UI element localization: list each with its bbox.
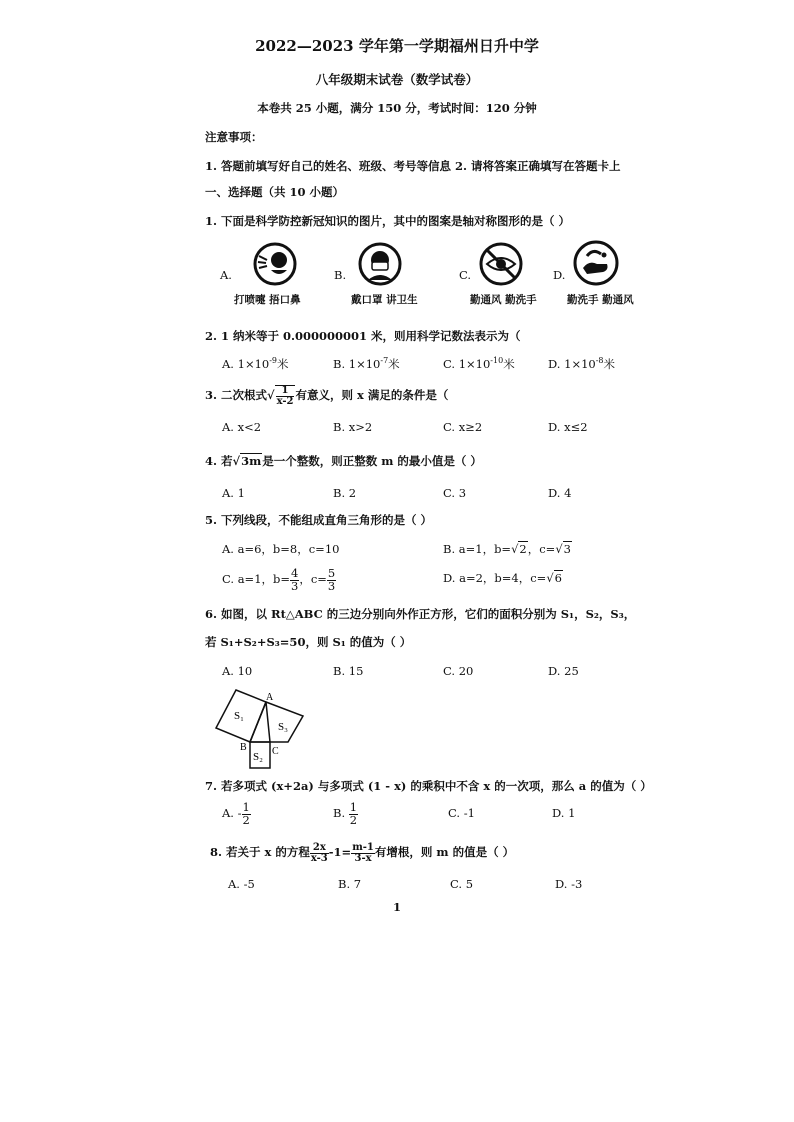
no-touch-eye-icon <box>478 242 524 286</box>
q1-option-caption: 勤通风 勤洗手 <box>470 294 537 306</box>
q4-stem: 4. 若√3m是一个整数，则正整数 m 的最小值是（ ） <box>205 454 482 468</box>
q4-option-a: A. 1 <box>222 486 245 500</box>
q8-option-b: B. 7 <box>338 877 362 891</box>
notes-text: 1. 答题前填写好自己的姓名、班级、考号等信息 2. 请将答案正确填写在答题卡上 <box>205 159 621 173</box>
q6-stem-line2: 若 S₁+S₂+S₃=50，则 S₁ 的值为（ ） <box>205 635 412 649</box>
q3-option-d: D. x≤2 <box>548 420 588 434</box>
exam-subtitle: 八年级期末试卷（数学试卷） <box>315 72 479 87</box>
q7-option-a: A. - $\frac{1}{2}$ <box>222 800 250 827</box>
q3-option-b: B. x>2 <box>333 420 373 434</box>
q6-option-b: B. 15 <box>333 664 364 678</box>
q5-option-b: B. a=1，b=√2，c=√3 <box>443 542 571 556</box>
q5-option-c: C. a=1，b= $\frac{4}{3}$ ，c= $\frac{5}{3}$ <box>222 566 336 593</box>
q6-option-a: A. 10 <box>222 664 253 678</box>
q6-figure-label: S₂ <box>253 751 263 763</box>
page-number: 1 <box>392 900 401 914</box>
q8-option-d: D. -3 <box>555 877 583 891</box>
q2-stem: 2. 1 纳米等于 0.000000001 米，则用科学记数法表示为（ <box>205 329 521 343</box>
exam-info: 本卷共 25 小题，满分 150 分，考试时间：120 分钟 <box>257 101 537 115</box>
q6-option-c: C. 20 <box>443 664 474 678</box>
q8-stem: 8. 若关于 x 的方程 $\frac{2x}{x-3}$ -1= $\frac{m-1}{3-x}$ 有增根，则 m 的值是（ ） <box>210 841 515 864</box>
q5-stem: 5. 下列线段，不能组成直角三角形的是（ ） <box>205 513 433 527</box>
q8-option-a: A. -5 <box>228 877 255 891</box>
q4-option-b: B. 2 <box>333 486 357 500</box>
sneeze-icon <box>253 242 297 286</box>
q7-option-b: B. $\frac{1}{2}$ <box>333 800 358 827</box>
q6-figure-label: B <box>240 742 247 753</box>
q2-option-b: B. $1\times 10^{-7}$米 <box>333 356 400 371</box>
q5-option-d: D. a=2，b=4，c=√6 <box>443 571 562 585</box>
q3-option-c: C. x≥2 <box>443 420 483 434</box>
q3-stem: 3. 二次根式√ $\frac{1}{x-2}$ 有意义，则 x 满足的条件是（ <box>205 385 449 407</box>
q6-squares-figure <box>208 686 308 770</box>
q2-option-d: D. $1\times 10^{-8}$米 <box>548 356 616 371</box>
q1-option-letter: B. <box>334 268 347 282</box>
mask-face-icon <box>358 242 402 286</box>
q1-stem: 1. 下面是科学防控新冠知识的图片，其中的图案是轴对称图形的是（ ） <box>205 214 571 228</box>
q8-option-c: C. 5 <box>450 877 474 891</box>
hand-wash-icon <box>573 240 619 286</box>
q6-figure-label: C <box>272 746 279 757</box>
q1-option-caption: 勤洗手 勤通风 <box>567 294 634 306</box>
exam-title: 2022—2023 学年第一学期福州日升中学 <box>255 37 539 55</box>
q2-option-a: A. $1\times 10^{-9}$米 <box>222 356 289 371</box>
q4-option-d: D. 4 <box>548 486 572 500</box>
notes-label: 注意事项： <box>205 130 263 144</box>
q7-option-c: C. -1 <box>448 806 475 820</box>
q7-option-d: D. 1 <box>552 806 576 820</box>
q1-option-letter: C. <box>459 268 472 282</box>
q1-option-letter: D. <box>553 268 566 282</box>
q6-figure-label: S₃ <box>278 721 288 733</box>
q6-figure-label: A <box>266 692 274 703</box>
q1-option-caption: 戴口罩 讲卫生 <box>351 294 418 306</box>
q2-option-c: C. $1\times 10^{-10}$米 <box>443 356 515 371</box>
q1-option-caption: 打喷嚏 捂口鼻 <box>234 294 301 306</box>
section-heading: 一、选择题（共 10 小题） <box>205 185 345 199</box>
q6-figure-label: S₁ <box>234 710 244 722</box>
q5-option-a: A. a=6，b=8，c=10 <box>222 542 340 556</box>
q1-option-letter: A. <box>220 268 232 282</box>
q4-option-c: C. 3 <box>443 486 467 500</box>
q6-option-d: D. 25 <box>548 664 579 678</box>
q7-stem: 7. 若多项式 (x+2a) 与多项式 (1 - x) 的乘积中不含 x 的一次项，那么 a 的值为（ ） <box>205 779 652 793</box>
q3-option-a: A. x<2 <box>222 420 262 434</box>
q6-stem-line1: 6. 如图，以 Rt△ABC 的三边分别向外作正方形，它们的面积分别为 S₁，S₂，S₃， <box>205 607 636 621</box>
